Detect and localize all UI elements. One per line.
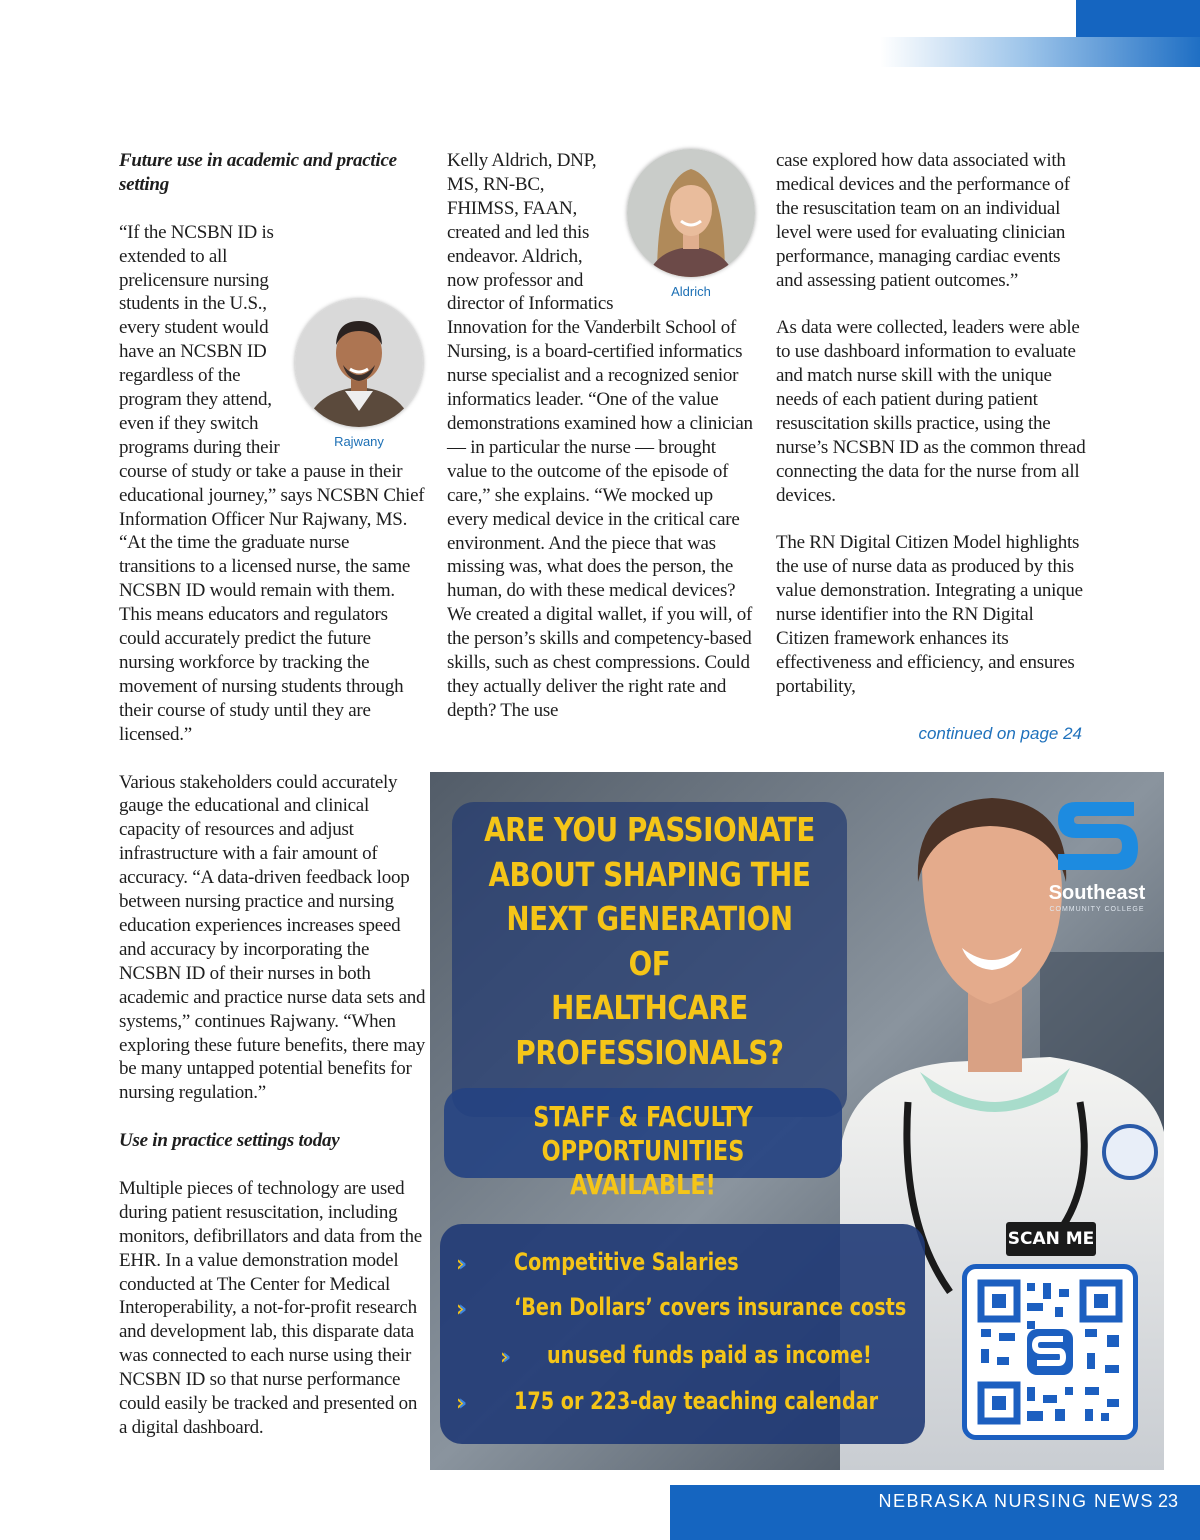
publication-name: NEBRASKA NURSING NEWS [878,1491,1154,1511]
rajwany-caption: Rajwany [334,433,384,449]
qr-code[interactable] [962,1264,1138,1440]
section-heading-future-use: Future use in academic and practice setting [119,150,397,195]
corner-accent-block [1076,0,1200,37]
staff-line: OPPORTUNITIES AVAILABLE! [541,1134,745,1201]
paragraph: Various stakeholders could accurately gauge the educational and clinical capacity of resources and adjust infrastructure with a fair amount of accuracy. “A data-driven feedback loop between nursing practice and nursing education experiences increases speed and accuracy by incorporating the NCSBN ID of their nurses in both academic and practice nurse data sets and systems,” continues Rajwany. “When exploring these future benefits, there may be many untapped potential benefits for nursing regulation.” [119,771,426,1104]
benefit-item: 175 or 223-day teaching calendar [514,1387,879,1415]
headline-line: HEALTHCARE [551,988,748,1027]
headline-line: ARE YOU PASSIONATE [484,810,815,849]
qr-code-icon [967,1269,1133,1435]
headline-line: PROFESSIONALS? [515,1032,784,1072]
paragraph: Multiple pieces of technology are used during patient resuscitation, including monitors, defibrillators and data from the EHR. In a value demonstration model conducted at The Center for Medical Interoperability, a not-for-profit research and development lab, this disparate data was connected to each nurse using their NCSBN ID so that nurse performance could easily be tracked and presented on a digital dashboard. [119,1177,422,1438]
article-column-1 [119,149,427,1464]
staff-line: STAFF & FACULTY [533,1100,753,1133]
article-column-3 [776,149,1086,723]
paragraph: “If the NCSBN ID is extended to all prelicensure nursing students in the U.S., every student would have an NCSBN ID regardless of the program they attend, even if they switch programs during their course of study or take a pause in their educational journey,” says NCSBN Chief Information Officer Nur Rajwany, MS. “At the time the graduate nurse transitions to a licensed nurse, the same NCSBN ID would remain with them. This means educators and regulators could accurately predict the future nursing workforce by tracking the movement of nursing students through their course of study until they are licensed.” [119,221,425,745]
aldrich-caption: Aldrich [671,284,711,299]
staff-opportunities-text [484,1100,802,1202]
aldrich-photo [627,149,755,300]
logo-subtitle: COMMUNITY COLLEGE [1049,906,1145,913]
chevron-bullet-icon: ›› [456,1252,461,1277]
southeast-logo-icon [1046,788,1146,880]
continued-link[interactable]: continued on page 24 [918,724,1082,743]
southeast-ad[interactable] [430,772,1164,1470]
benefit-item: Competitive Salaries [514,1248,739,1276]
chevron-bullet-icon: ›› [456,1297,461,1322]
rajwany-portrait [295,299,423,427]
page-number: 23 [1157,1491,1178,1511]
paragraph: As data were collected, leaders were able to use dashboard information to evaluate and match nurse skill with the unique needs of each patient during patient resuscitation skills practice, using the nurse’s NCSBN ID as the common thread connecting the data for the nurse from all devices. [776,317,1086,506]
paragraph: The RN Digital Citizen Model highlights the use of nurse data as produced by this value demonstration. Integrating a unique nurse identifier into the RN Digital Citizen framework enhances its effectiveness and efficiency, and ensures portability, [776,532,1083,697]
headline-line: ABOUT SHAPING THE [488,854,811,894]
scan-me-label: SCAN ME [1006,1222,1096,1256]
benefit-item: ‘Ben Dollars’ covers insurance costs [514,1293,907,1321]
corner-accent-gradient [880,37,1200,67]
chevron-bullet-icon: ›› [500,1345,505,1370]
headline-line: NEXT GENERATION OF [506,899,793,983]
section-heading-practice-settings: Use in practice settings today [119,1130,340,1152]
ad-headline [484,808,816,1075]
aldrich-portrait [627,149,755,277]
logo-name: Southeast [1048,882,1146,904]
rajwany-photo [295,299,423,450]
paragraph: case explored how data associated with medical devices and the performance of the resuscitation team on an individual level were used for evaluating clinician performance, managing cardiac events and assessing patient outcomes.” [776,150,1070,291]
chevron-bullet-icon: ›› [456,1391,461,1416]
footer-bar [670,1485,1200,1540]
paragraph: Kelly Aldrich, DNP, MS, RN-BC, FHIMSS, FAAN, created and led this endeavor. Aldrich, now professor and director of Informatics Innovation for the Vanderbilt School of Nursing, is a board-certified informatics nurse specialist and a recognized senior informatics leader. “One of the value demonstrations examined how a clinician — in particular the nurse — brought value to the outcome of the episode of care,” she explains. “We mocked up every medical device in the critical care environment. And the piece that was missing was, what does the person, the human, do with these medical devices? We created a digital wallet, if you will, of the person’s skills and competency-based skills, such as chest compressions. Could they actually deliver the right rate and depth? The use [447,150,753,721]
benefit-item: unused funds paid as income! [547,1341,872,1369]
article-column-2 [447,149,755,747]
